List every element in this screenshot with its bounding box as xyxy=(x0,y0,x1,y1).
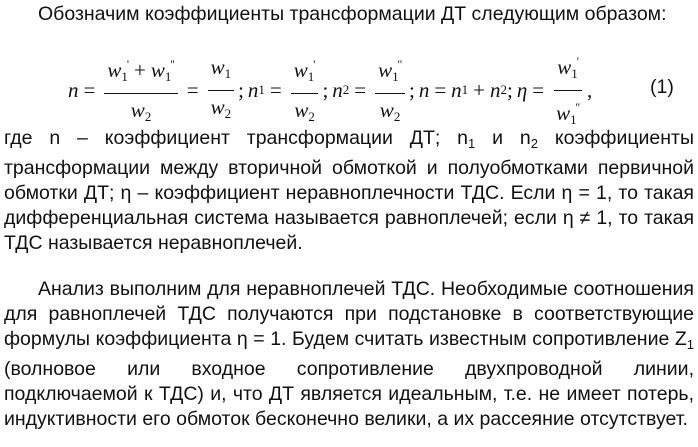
formula-row: n = $\frac{w_1' + w_1''}{w_2}$ = $\frac{w_1}{w_2}$ ; n 1 = $\frac{w_1'}{w_2}$ ; n 2 = $\frac{w_1''}{w_2}$ ; n = n 1 + n 2 ; η = $\frac{w_1'}{w_1''}$ , xyxy=(68,54,596,126)
equation-number: (1) xyxy=(650,76,674,98)
paragraph-intro xyxy=(4,2,694,27)
intro-text: Обозначим коэффициенты трансформации ДТ следующим образом: xyxy=(38,3,667,25)
formula-eta: η xyxy=(516,77,528,102)
fraction-w1-w2: $\frac{w_1}{w_2}$ xyxy=(208,53,235,128)
paragraph-analysis: Анализ выполним для неравноплечей ТДС. Необходимые соотношения для равноплечей ТДС получаются при подстановке в соответствующие формулы коэффициента η = 1. Будем считать известным сопротивление $Z_1$ (волновое или входное сопротивление двухпроводной линии, подключаемой к ТДС) и, что ДТ является идеальным, т.е. не имеет потерь, индуктивности его обмоток бесконечно велики, а их рассеяние отсутствует. xyxy=(4,278,694,430)
fraction-eta: $\frac{w_1'}{w_1''}$ xyxy=(553,47,583,134)
paragraph-definitions: где n – коэффициент трансформации ДТ; $n_1$ и $n_2$ коэффициенты трансформации между вторичной обмоткой и полуобмотками первичной обмотки ДТ; η – коэффициент неравноплечности ТДС. Если η = 1, то такая дифференциальная система называется равноплечей; если η ≠ 1, то такая ТДС называется неравноплечей. xyxy=(4,127,694,254)
fraction-n: $\frac{w_1' + w_1''}{w_2}$ xyxy=(104,50,177,131)
formula-1 xyxy=(68,54,698,126)
fraction-n1: $\frac{w_1'}{w_2}$ xyxy=(291,50,319,131)
formula-n: n xyxy=(68,77,79,102)
fraction-n2: $\frac{w_1''}{w_2}$ xyxy=(375,50,405,131)
